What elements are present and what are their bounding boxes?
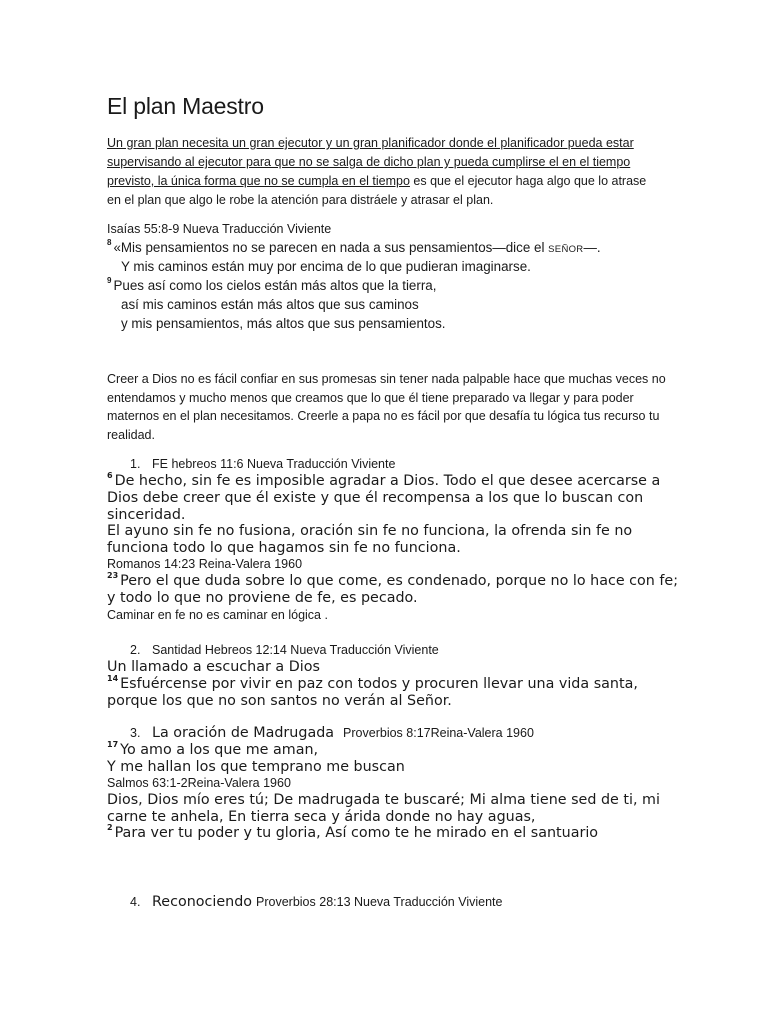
isaias-verse-8 xyxy=(107,240,601,255)
verse-text: Para ver tu poder y tu gloria, Así como te he mirado en el santuario xyxy=(114,825,599,841)
verse-number: 6 xyxy=(107,471,113,480)
creer-line-4: realidad. xyxy=(107,428,155,442)
list-number-4: 4. xyxy=(130,895,141,909)
salmos-verse-1-line-2: carne te anhela, En tierra seca y árida donde no hay aguas, xyxy=(107,809,536,825)
creer-line-3: maternos en el plan necesitamos. Creerle a papa no es fácil por que desafía tu lógica tus recurso tu xyxy=(107,409,660,423)
item3-heading-main: La oración de Madrugada xyxy=(152,725,335,741)
isaias-verse-9-line-3: y mis pensamientos, más altos que sus pensamientos. xyxy=(121,316,446,331)
verse-text: De hecho, sin fe es imposible agradar a Dios. Todo el que desee acercarse a xyxy=(114,473,661,489)
intro-line-2: supervisando al ejecutor para que no se salga de dicho plan y pueda cumplirse el en el tiempo xyxy=(107,155,631,169)
ayuno-line-2: funciona todo lo que hagamos sin fe no funciona. xyxy=(107,540,461,556)
salmos-verse-1-line-1: Dios, Dios mío eres tú; De madrugada te buscaré; Mi alma tiene sed de ti, mi xyxy=(107,792,660,808)
item4-heading-main: Reconociendo xyxy=(152,894,253,910)
isaias-reference: Isaías 55:8-9 Nueva Traducción Viviente xyxy=(107,222,332,236)
romanos-reference: Romanos 14:23 Reina-Valera 1960 xyxy=(107,557,303,571)
list-number-2: 2. xyxy=(130,643,141,657)
page-title: El plan Maestro xyxy=(107,93,264,119)
verse-text: Esfuércense por vivir en paz con todos y procuren llevar una vida santa, xyxy=(120,676,638,692)
item1-heading: FE hebreos 11:6 Nueva Traducción Viviente xyxy=(152,457,396,471)
item4-heading xyxy=(152,893,502,911)
item2-heading: Santidad Hebreos 12:14 Nueva Traducción Viviente xyxy=(152,643,439,657)
item3-heading xyxy=(152,724,534,742)
romanos-verse-23 xyxy=(107,573,678,589)
verse-text: Pero el que duda sobre lo que come, es condenado, porque no lo hace con fe; xyxy=(120,573,679,589)
hebreos-verse-14 xyxy=(107,676,638,692)
intro-line-1: Un gran plan necesita un gran ejecutor y un gran planificador donde el planificador pueda estar xyxy=(107,136,634,150)
item2-subtitle: Un llamado a escuchar a Dios xyxy=(107,659,320,675)
verse-text: Pues así como los cielos están más altos que la tierra, xyxy=(113,278,437,293)
proverbios-verse-17 xyxy=(107,742,318,758)
isaias-verse-9 xyxy=(107,278,436,293)
salmos-reference: Salmos 63:1-2Reina-Valera 1960 xyxy=(107,776,291,790)
list-number-3: 3. xyxy=(130,726,141,740)
senor-smallcaps: SEÑOR xyxy=(548,244,584,255)
romanos-verse-23-line-2: y todo lo que no proviene de fe, es pecado. xyxy=(107,590,418,606)
hebreos-verse-6 xyxy=(107,473,660,489)
verse-text: Yo amo a los que me aman, xyxy=(120,742,319,758)
caminar-text: Caminar en fe no es caminar en lógica . xyxy=(107,608,328,622)
verse-number: 14 xyxy=(107,674,119,683)
item3-heading-ref: Proverbios 8:17Reina-Valera 1960 xyxy=(343,726,534,740)
hebreos-verse-6-line-3: sinceridad. xyxy=(107,507,186,523)
verse-number: 9 xyxy=(107,276,112,285)
hebreos-verse-14-line-2: porque los que no son santos no verán al Señor. xyxy=(107,693,452,709)
creer-line-2: entendamos y mucho menos que creamos que lo que él tiene preparado va llegar y para poder xyxy=(107,391,634,405)
verse-number: 23 xyxy=(107,571,119,580)
isaias-verse-8-line-2: Y mis caminos están muy por encima de lo que pudieran imaginarse. xyxy=(121,259,531,274)
intro-line-3 xyxy=(107,174,646,188)
verse-number: 8 xyxy=(107,238,112,247)
isaias-verse-9-line-2: así mis caminos están más altos que sus caminos xyxy=(121,297,419,312)
ayuno-line-1: El ayuno sin fe no fusiona, oración sin fe no funciona, la ofrenda sin fe no xyxy=(107,523,633,539)
intro-line-3-underlined: previsto, la única forma que no se cumpla en el tiempo xyxy=(107,174,410,188)
intro-line-3-rest: es que el ejecutor haga algo que lo atrase xyxy=(409,174,647,188)
list-number-1: 1. xyxy=(130,457,141,471)
item4-heading-ref: Proverbios 28:13 Nueva Traducción Viviente xyxy=(256,895,503,909)
verse-text-end: —. xyxy=(583,240,601,255)
proverbios-verse-17-line-2: Y me hallan los que temprano me buscan xyxy=(107,759,405,775)
salmos-verse-2 xyxy=(107,825,598,841)
verse-number: 17 xyxy=(107,740,119,749)
hebreos-verse-6-line-2: Dios debe creer que él existe y que él recompensa a los que lo buscan con xyxy=(107,490,644,506)
verse-number: 2 xyxy=(107,823,113,832)
verse-text: «Mis pensamientos no se parecen en nada a sus pensamientos—dice el xyxy=(113,240,549,255)
intro-line-4: en el plan que algo le robe la atención para distráele y atrasar el plan. xyxy=(107,193,494,207)
creer-line-1: Creer a Dios no es fácil confiar en sus promesas sin tener nada palpable hace que muchas veces no xyxy=(107,372,666,386)
